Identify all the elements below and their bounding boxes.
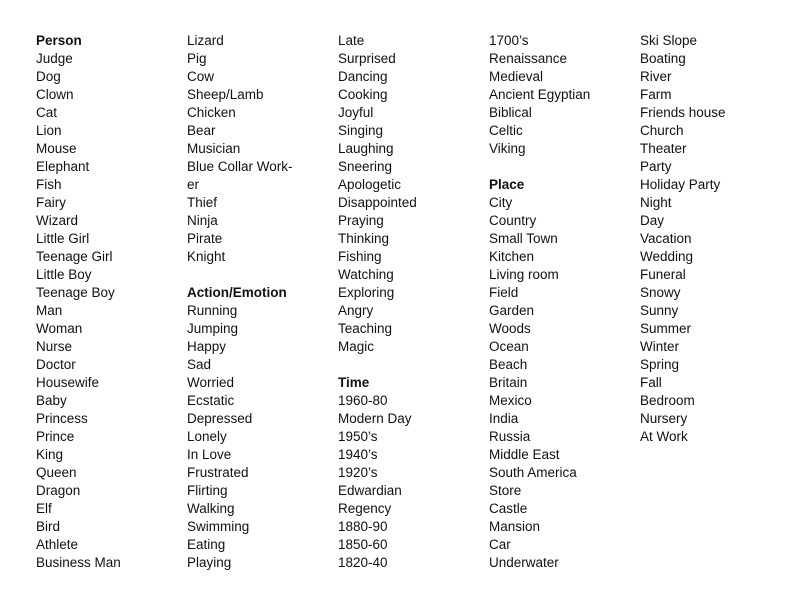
- list-item: Sunny: [640, 303, 679, 318]
- section-spacer: [338, 356, 489, 374]
- list-item: Little Boy: [36, 267, 92, 282]
- list-item: Wedding: [640, 249, 694, 264]
- list-item: Disappointed: [338, 195, 417, 210]
- list-item: Angry: [338, 303, 374, 318]
- list-item: Playing: [187, 555, 232, 570]
- list-item: Cat: [36, 105, 58, 120]
- list-item: Dog: [36, 69, 61, 84]
- list-item: Friends house: [640, 105, 726, 120]
- category-heading-time: Time: [338, 375, 370, 390]
- list-item: Field: [489, 285, 519, 300]
- list-item: Surprised: [338, 51, 396, 66]
- list-item: Princess: [36, 411, 88, 426]
- list-item: Vacation: [640, 231, 692, 246]
- list-item: Fairy: [36, 195, 66, 210]
- list-item: 1940’s: [338, 447, 378, 462]
- list-item: Worried: [187, 375, 235, 390]
- list-item: Biblical: [489, 105, 532, 120]
- list-item: Night: [640, 195, 672, 210]
- list-item: Teenage Boy: [36, 285, 115, 300]
- list-item: Flirting: [187, 483, 228, 498]
- list-item: Ninja: [187, 213, 218, 228]
- list-item: Magic: [338, 339, 375, 354]
- category-heading-person: Person: [36, 33, 82, 48]
- list-item: Knight: [187, 249, 226, 264]
- section-spacer: [187, 266, 338, 284]
- list-item: Day: [640, 213, 665, 228]
- list-item: Lion: [36, 123, 62, 138]
- list-item: Joyful: [338, 105, 374, 120]
- list-item: 1950’s: [338, 429, 378, 444]
- list-item: Ski Slope: [640, 33, 698, 48]
- list-item: Teaching: [338, 321, 393, 336]
- list-item: Farm: [640, 87, 672, 102]
- column-3: [338, 32, 489, 572]
- list-item: Mansion: [489, 519, 541, 534]
- list-item: 1920’s: [338, 465, 378, 480]
- list-item: Nurse: [36, 339, 73, 354]
- list-item: Summer: [640, 321, 692, 336]
- column-2: [187, 32, 338, 572]
- list-item: Bedroom: [640, 393, 695, 408]
- list-item: Underwater: [489, 555, 559, 570]
- list-item: Dragon: [36, 483, 81, 498]
- list-item: Cow: [187, 69, 215, 84]
- list-item: River: [640, 69, 672, 84]
- list-item: Church: [640, 123, 684, 138]
- list-item: Swimming: [187, 519, 250, 534]
- list-item: Elephant: [36, 159, 90, 174]
- list-item: Nursery: [640, 411, 688, 426]
- list-item: Baby: [36, 393, 67, 408]
- list-item: Wizard: [36, 213, 79, 228]
- list-item: Fall: [640, 375, 662, 390]
- list-item: Judge: [36, 51, 73, 66]
- list-item: 1700’s: [489, 33, 529, 48]
- list-item: Business Man: [36, 555, 121, 570]
- list-item: Thinking: [338, 231, 390, 246]
- list-item: Garden: [489, 303, 535, 318]
- list-item: Sheep/Lamb: [187, 87, 264, 102]
- column-4: [489, 32, 640, 572]
- list-item: Snowy: [640, 285, 681, 300]
- column-5: [640, 32, 791, 446]
- list-item: Mexico: [489, 393, 532, 408]
- list-item: Laughing: [338, 141, 394, 156]
- list-item: City: [489, 195, 513, 210]
- section-spacer: [489, 158, 640, 176]
- list-item: Apologetic: [338, 177, 402, 192]
- list-item: Queen: [36, 465, 77, 480]
- column-1: [36, 32, 187, 572]
- list-item: Party: [640, 159, 672, 174]
- list-item: Frustrated: [187, 465, 249, 480]
- list-item: Elf: [36, 501, 52, 516]
- list-item: Lonely: [187, 429, 227, 444]
- list-item: Eating: [187, 537, 226, 552]
- list-item: In Love: [187, 447, 232, 462]
- list-item: Sad: [187, 357, 212, 372]
- list-item: Living room: [489, 267, 559, 282]
- list-item: 1880-90: [338, 519, 388, 534]
- list-item: Spring: [640, 357, 680, 372]
- list-item: Britain: [489, 375, 528, 390]
- list-item: Happy: [187, 339, 227, 354]
- list-item: Walking: [187, 501, 235, 516]
- list-item: Middle East: [489, 447, 560, 462]
- list-item: Running: [187, 303, 238, 318]
- list-item: Exploring: [338, 285, 395, 300]
- list-item: 1850-60: [338, 537, 388, 552]
- list-item: Athlete: [36, 537, 79, 552]
- list-item: Kitchen: [489, 249, 535, 264]
- list-item: Little Girl: [36, 231, 90, 246]
- list-item: Housewife: [36, 375, 100, 390]
- list-item: Doctor: [36, 357, 76, 372]
- list-item: Praying: [338, 213, 384, 228]
- list-item: Beach: [489, 357, 528, 372]
- list-item: Sneering: [338, 159, 393, 174]
- list-item: Holiday Party: [640, 177, 721, 192]
- list-item: er: [187, 177, 200, 192]
- list-item: Viking: [489, 141, 526, 156]
- list-item: Chicken: [187, 105, 236, 120]
- list-item: Ancient Egyptian: [489, 87, 591, 102]
- list-item: Bear: [187, 123, 216, 138]
- list-item: Jumping: [187, 321, 239, 336]
- list-item: Medieval: [489, 69, 544, 84]
- list-item: Edwardian: [338, 483, 402, 498]
- list-item: Renaissance: [489, 51, 568, 66]
- list-item: Russia: [489, 429, 531, 444]
- list-item: Lizard: [187, 33, 224, 48]
- category-heading-action-emotion: Action/Emotion: [187, 285, 287, 300]
- list-item: Clown: [36, 87, 74, 102]
- list-item: 1960-80: [338, 393, 388, 408]
- list-item: Fishing: [338, 249, 382, 264]
- list-item: Pig: [187, 51, 207, 66]
- list-item: Boating: [640, 51, 686, 66]
- list-item: Ocean: [489, 339, 529, 354]
- list-item: Cooking: [338, 87, 388, 102]
- list-item: Blue Collar Work-: [187, 159, 293, 174]
- list-item: Country: [489, 213, 537, 228]
- list-item: 1820-40: [338, 555, 388, 570]
- list-item: Pirate: [187, 231, 223, 246]
- list-item: Celtic: [489, 123, 523, 138]
- list-item: Depressed: [187, 411, 253, 426]
- list-item: India: [489, 411, 519, 426]
- list-item: Bird: [36, 519, 61, 534]
- list-item: Regency: [338, 501, 392, 516]
- list-item: Prince: [36, 429, 75, 444]
- list-item: Thief: [187, 195, 218, 210]
- list-item: Late: [338, 33, 365, 48]
- list-item: South America: [489, 465, 577, 480]
- list-item: Teenage Girl: [36, 249, 113, 264]
- list-item: Man: [36, 303, 63, 318]
- list-item: Woods: [489, 321, 531, 336]
- list-item: Dancing: [338, 69, 388, 84]
- list-item: King: [36, 447, 64, 462]
- category-heading-place: Place: [489, 177, 525, 192]
- list-item: Woman: [36, 321, 83, 336]
- list-item: Store: [489, 483, 522, 498]
- list-item: Funeral: [640, 267, 686, 282]
- list-item: Mouse: [36, 141, 77, 156]
- list-item: Fish: [36, 177, 62, 192]
- list-item: Musician: [187, 141, 241, 156]
- list-item: Ecstatic: [187, 393, 235, 408]
- list-item: Singing: [338, 123, 384, 138]
- list-item: Modern Day: [338, 411, 412, 426]
- list-item: Winter: [640, 339, 680, 354]
- list-item: At Work: [640, 429, 688, 444]
- list-item: Small Town: [489, 231, 558, 246]
- list-item: Castle: [489, 501, 528, 516]
- list-item: Watching: [338, 267, 394, 282]
- list-item: Theater: [640, 141, 687, 156]
- list-item: Car: [489, 537, 511, 552]
